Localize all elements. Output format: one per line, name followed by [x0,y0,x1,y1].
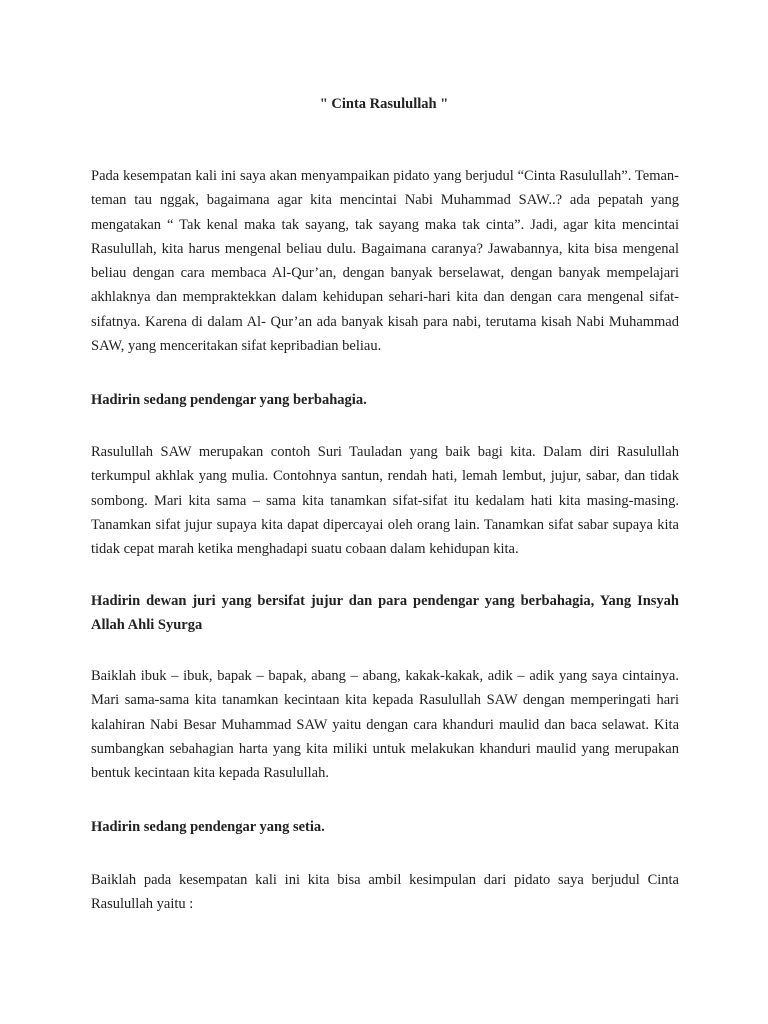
paragraph-role-model: Rasulullah SAW merupakan contoh Suri Tauladan yang baik bagi kita. Dalam diri Rasulullah terkumpul akhlak yang mulia. Contohnya santun, rendah hati, lemah lembut, jujur, sabar, dan tidak sombong. Mari kita sama – sama kita tanamkan sifat-sifat itu kedalam hati kita masing-masing. Tanamkan sifat jujur supaya kita dapat dipercayai oleh orang lain. Tanamkan sifat sabar supaya kita tidak cepat marah ketika menghadapi suatu cobaan dalam kehidupan kita. [91,444,679,558]
heading-jury: Hadirin dewan juri yang bersifat jujur dan para pendengar yang berbahagia, Yang Insyah Allah Ahli Syurga [91,593,679,634]
paragraph-intro: Pada kesempatan kali ini saya akan menyampaikan pidato yang berjudul “Cinta Rasulullah”. Teman-teman tau nggak, bagaimana agar kita mencintai Nabi Muhammad SAW..? ada pepatah yang mengatakan “ Tak kenal maka tak sayang, tak sayang maka tak cinta”. Jadi, agar kita mencintai Rasulullah, kita harus mengenal beliau dulu. Bagaimana caranya? Jawabannya, kita bisa mengenal beliau dengan cara membaca Al-Qur’an, dengan banyak berselawat, dengan banyak mempelajari akhlaknya dan mempraktekkan dalam kehidupan sehari-hari kita dan dengan cara mengenal sifat-sifatnya. Karena di dalam Al- Qur’an ada banyak kisah para nabi, terutama kisah Nabi Muhammad SAW, yang menceritakan sifat kepribadian beliau. [91,168,679,355]
paragraph-maulid: Baiklah ibuk – ibuk, bapak – bapak, abang – abang, kakak-kakak, adik – adik yang saya cintainya. Mari sama-sama kita tanamkan kecintaan kita kepada Rasulullah SAW dengan memperingati hari kalahiran Nabi Besar Muhammad SAW yaitu dengan cara khanduri maulid dan baca selawat. Kita sumbangkan sebahagian harta yang kita miliki untuk melakukan khanduri maulid yang merupakan bentuk kecintaan kita kepada Rasulullah. [91,668,679,782]
heading-audience-loyal: Hadirin sedang pendengar yang setia. [91,819,325,835]
document-title: " Cinta Rasulullah " [319,96,449,112]
paragraph-conclusion: Baiklah pada kesempatan kali ini kita bisa ambil kesimpulan dari pidato saya berjudul Cinta Rasulullah yaitu : [91,872,679,913]
heading-audience-happy: Hadirin sedang pendengar yang berbahagia. [91,392,367,408]
